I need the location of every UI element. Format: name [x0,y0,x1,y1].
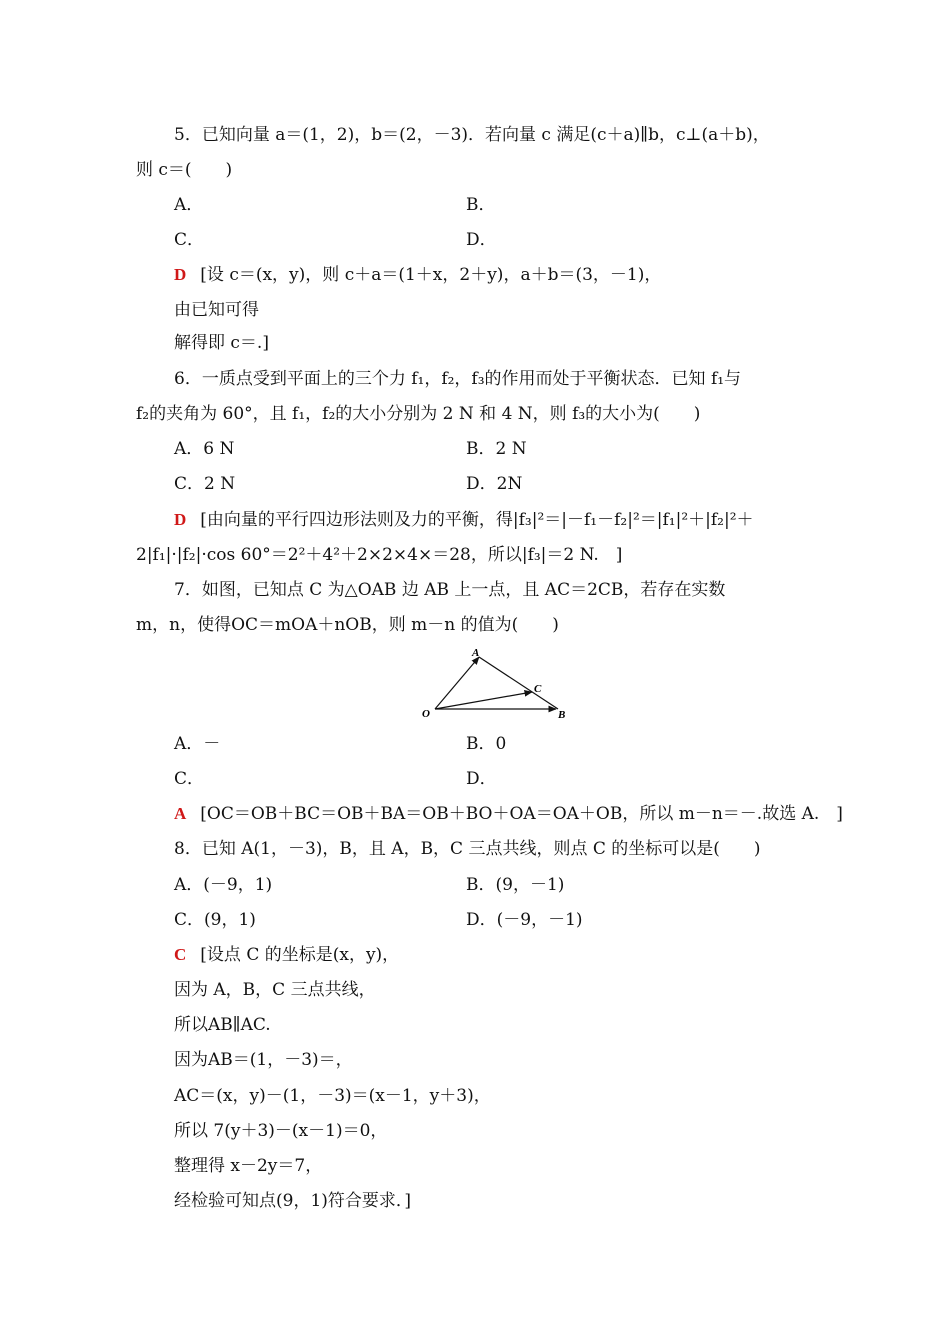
q7-option-a: A．－ [174,734,221,754]
q5-answer: D [174,265,187,284]
q6-option-b: B．2 N [466,439,527,459]
q8-solution-text1: [设点 C 的坐标是(x，y)， [200,945,400,965]
q5-option-b: B． [466,195,496,215]
q8-solution-line6: 所以 7(y＋3)－(x－1)＝0， [174,1121,388,1141]
q6-stem-line2: f₂的夹角为 60°，且 f₁，f₂的大小分别为 2 N 和 4 N，则 f₃的大小为( ) [136,404,701,424]
q6-solution-line1 [174,509,754,531]
q5-option-d: D． [466,230,497,250]
q5-option-c: C． [174,230,205,250]
q8-stem-line1: 8．已知 A(1，－3)，B，且 A，B，C 三点共线，则点 C 的坐标可以是( ) [174,839,761,859]
q6-solution-line2: 2|f₁|·|f₂|·cos 60°＝2²＋4²＋2×2×4×＝28，所以|f₃|＝2 N. ] [136,545,623,565]
q5-solution-line3: 解得即 c＝.] [174,333,269,353]
q7-option-d: D． [466,769,497,789]
q6-answer: D [174,510,187,529]
q7-solution-line1 [174,803,843,825]
q8-solution-line7: 整理得 x－2y＝7， [174,1156,323,1176]
triangle-oab-figure [418,645,568,723]
q8-option-c: C．(9，1) [174,910,256,930]
label-b: B [558,709,566,721]
q6-option-a: A．6 N [174,439,235,459]
q7-answer: A [174,804,187,823]
q7-option-b: B．0 [466,734,507,754]
segment-ab [479,657,558,709]
q8-option-b: B．(9，－1) [466,875,565,895]
q8-answer: C [174,945,187,964]
q8-solution-line4: 因为AB＝(1，－3)＝， [174,1050,353,1070]
vector-oa [435,657,479,709]
q8-solution-line5: AC＝(x，y)－(1，－3)＝(x－1，y＋3)， [174,1086,491,1106]
q5-solution-line2: 由已知可得 [174,300,259,320]
q5-stem-line2: 则 c＝( ) [136,160,233,180]
q5-stem-line1: 5．已知向量 a＝(1，2)，b＝(2，－3)．若向量 c 满足(c＋a)∥b，c⊥(a＋b)， [174,125,770,145]
q8-solution-line3: 所以AB∥AC. [174,1015,271,1035]
vector-oc [435,692,532,709]
q6-solution-text1: [由向量的平行四边形法则及力的平衡，得|f₃|²＝|－f₁－f₂|²＝|f₁|²＋|f₂|²＋ [200,510,754,530]
q6-option-d: D．2N [466,474,523,494]
q6-option-c: C．2 N [174,474,236,494]
q5-option-a: A． [174,195,204,215]
q8-solution-line1 [174,944,399,966]
q8-option-a: A．(－9，1) [174,875,273,895]
q8-option-d: D．(－9，－1) [466,910,583,930]
q7-option-c: C． [174,769,205,789]
label-o: O [422,708,430,720]
q8-solution-line2: 因为 A，B，C 三点共线， [174,980,376,1000]
label-c: C [534,683,542,695]
q7-stem-line2: m，n，使得OC＝mOA＋nOB，则 m－n 的值为( ) [136,615,559,635]
q6-stem-line1: 6．一质点受到平面上的三个力 f₁，f₂，f₃的作用而处于平衡状态．已知 f₁与 [174,369,742,389]
q5-solution-text1: [设 c＝(x，y)，则 c＋a＝(1＋x，2＋y)，a＋b＝(3，－1)， [200,265,662,285]
q7-stem-line1: 7．如图，已知点 C 为△OAB 边 AB 上一点，且 AC＝2CB，若存在实数 [174,580,726,600]
q5-solution-line1 [174,264,661,286]
label-a: A [472,647,480,659]
q7-solution-text1: [OC＝OB＋BC＝OB＋BA＝OB＋BO＋OA＝OA＋OB，所以 m－n＝－.故选 A. ] [200,804,843,824]
q8-solution-line8: 经检验可知点(9，1)符合要求．] [174,1191,412,1211]
